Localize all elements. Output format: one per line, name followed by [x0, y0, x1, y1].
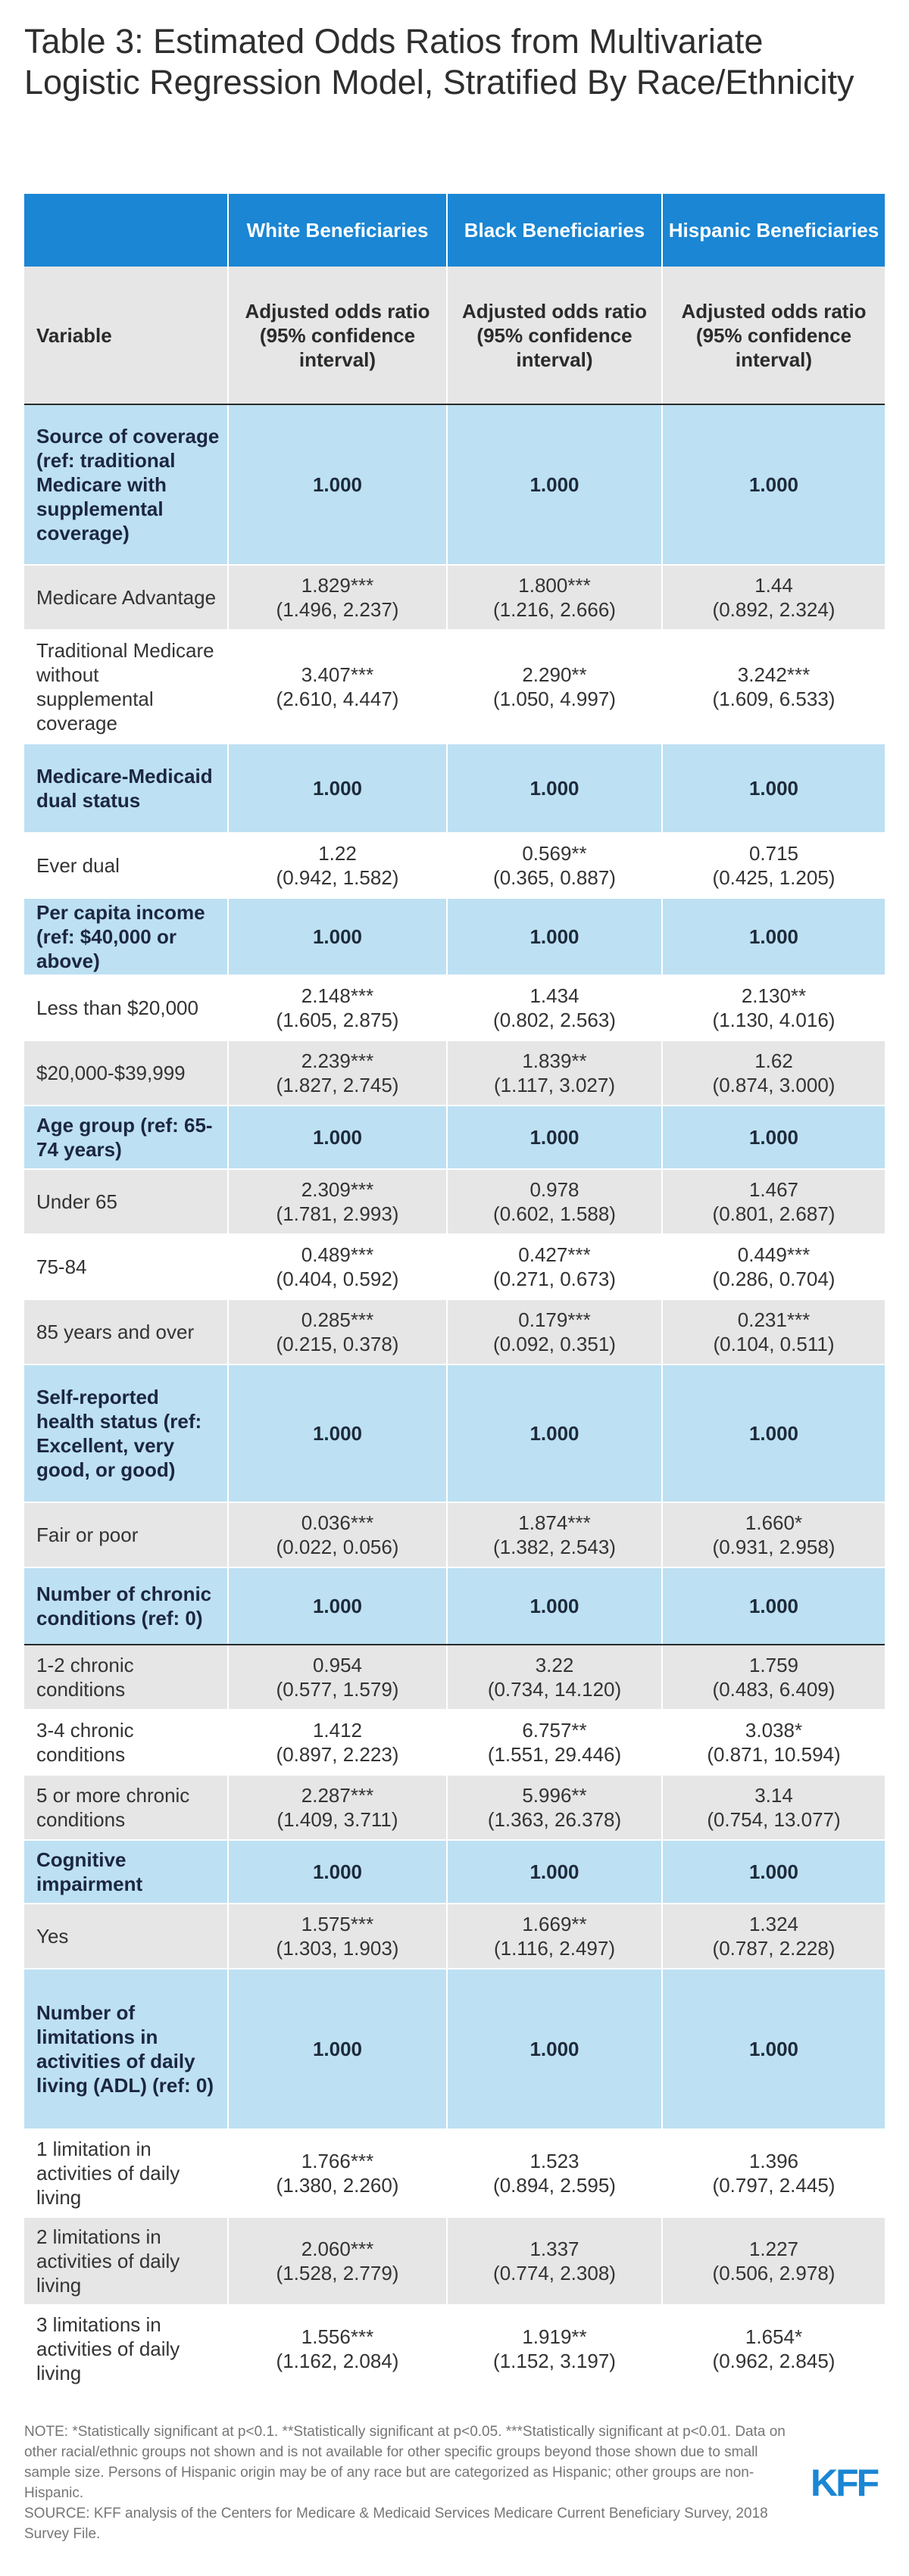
category-row	[24, 1840, 885, 1904]
hispanic-value-cell	[662, 898, 885, 975]
hispanic-odds-ratio: 1.000	[748, 1422, 799, 1445]
black-confidence-interval: (1.551, 29.446)	[487, 1743, 622, 1766]
hispanic-beneficiaries-header: Hispanic Beneficiaries	[662, 194, 885, 267]
hispanic-odds-ratio: 1.660*	[745, 1511, 803, 1534]
black-odds-ratio: 0.569**	[522, 842, 587, 865]
black-odds-ratio: 1.000	[529, 473, 579, 496]
white-odds-ratio: 1.829***	[301, 574, 374, 597]
row-variable-label: Per capita income (ref: $40,000 or above)	[24, 898, 228, 975]
black-value-cell	[447, 1169, 662, 1234]
hispanic-odds-ratio: 1.000	[748, 1595, 799, 1617]
table-row	[24, 1710, 885, 1775]
white-odds-ratio: 1.556***	[301, 2325, 374, 2348]
black-confidence-interval: (0.271, 0.673)	[493, 1268, 616, 1290]
black-value-cell	[447, 1969, 662, 2129]
row-variable-label: $20,000-$39,999	[24, 1040, 228, 1106]
black-odds-ratio: 1.000	[529, 1126, 579, 1149]
black-odds-ratio: 1.000	[529, 1860, 579, 1883]
white-odds-ratio: 2.239***	[301, 1049, 374, 1072]
row-variable-label: Number of chronic conditions (ref: 0)	[24, 1567, 228, 1645]
category-row	[24, 1106, 885, 1169]
table-row	[24, 2129, 885, 2217]
white-or-ci-header: Adjusted odds ratio (95% confidence interval)	[228, 267, 447, 404]
white-confidence-interval: (1.496, 2.237)	[276, 598, 399, 621]
white-confidence-interval: (1.380, 2.260)	[276, 2174, 399, 2197]
hispanic-confidence-interval: (0.286, 0.704)	[712, 1268, 836, 1290]
black-odds-ratio: 1.434	[529, 984, 579, 1007]
white-value-cell	[228, 2305, 447, 2393]
white-value-cell	[228, 1364, 447, 1502]
empty-header-cell	[24, 194, 228, 267]
hispanic-odds-ratio: 1.324	[748, 1913, 799, 1935]
row-variable-label: Cognitive impairment	[24, 1840, 228, 1904]
category-row	[24, 1969, 885, 2129]
row-variable-label: Fair or poor	[24, 1502, 228, 1567]
hispanic-value-cell	[662, 404, 885, 565]
hispanic-odds-ratio: 1.227	[748, 2238, 799, 2260]
white-value-cell	[228, 2217, 447, 2305]
white-odds-ratio: 1.000	[312, 1126, 363, 1149]
hispanic-odds-ratio: 1.44	[754, 574, 793, 597]
black-odds-ratio: 1.839**	[522, 1049, 587, 1072]
black-value-cell	[447, 1364, 662, 1502]
white-odds-ratio: 1.000	[312, 1595, 363, 1617]
white-odds-ratio: 3.407***	[301, 663, 374, 686]
black-value-cell	[447, 833, 662, 898]
white-odds-ratio: 2.287***	[301, 1784, 374, 1807]
white-value-cell	[228, 1169, 447, 1234]
row-variable-label: Self-reported health status (ref: Excellent, very good, or good)	[24, 1364, 228, 1502]
row-variable-label: Ever dual	[24, 833, 228, 898]
white-odds-ratio: 1.766***	[301, 2150, 374, 2172]
white-odds-ratio: 1.000	[312, 473, 363, 496]
black-odds-ratio: 6.757**	[522, 1719, 587, 1742]
black-odds-ratio: 5.996**	[522, 1784, 587, 1807]
black-confidence-interval: (0.894, 2.595)	[493, 2174, 616, 2197]
table-row	[24, 1169, 885, 1234]
category-row	[24, 404, 885, 565]
white-value-cell	[228, 1234, 447, 1299]
hispanic-confidence-interval: (0.483, 6.409)	[712, 1678, 836, 1701]
hispanic-odds-ratio: 1.000	[748, 925, 799, 948]
black-odds-ratio: 0.427***	[518, 1243, 591, 1266]
black-value-cell	[447, 1234, 662, 1299]
black-value-cell	[447, 1106, 662, 1169]
white-confidence-interval: (2.610, 4.447)	[276, 688, 399, 710]
table-row	[24, 630, 885, 744]
hispanic-odds-ratio: 2.130**	[741, 984, 807, 1007]
row-variable-label: 2 limitations in activities of daily living	[24, 2217, 228, 2305]
hispanic-odds-ratio: 3.038*	[745, 1719, 803, 1742]
white-value-cell	[228, 1040, 447, 1106]
white-value-cell	[228, 1567, 447, 1645]
hispanic-odds-ratio: 0.231***	[737, 1308, 811, 1331]
odds-ratio-table	[24, 194, 885, 2394]
hispanic-value-cell	[662, 833, 885, 898]
black-odds-ratio: 1.874***	[518, 1511, 591, 1534]
hispanic-odds-ratio: 1.62	[754, 1049, 793, 1072]
hispanic-odds-ratio: 1.000	[748, 2038, 799, 2060]
black-confidence-interval: (0.365, 0.887)	[493, 866, 616, 889]
white-odds-ratio: 1.000	[312, 777, 363, 800]
black-confidence-interval: (0.602, 1.588)	[493, 1202, 616, 1225]
category-row	[24, 1567, 885, 1645]
white-value-cell	[228, 1969, 447, 2129]
black-odds-ratio: 1.000	[529, 1595, 579, 1617]
hispanic-value-cell	[662, 1299, 885, 1364]
white-odds-ratio: 1.000	[312, 1860, 363, 1883]
white-odds-ratio: 0.036***	[301, 1511, 374, 1534]
white-value-cell	[228, 975, 447, 1040]
table-body	[24, 404, 885, 2393]
white-value-cell	[228, 744, 447, 833]
row-variable-label: Under 65	[24, 1169, 228, 1234]
black-confidence-interval: (0.774, 2.308)	[493, 2262, 616, 2284]
hispanic-odds-ratio: 1.396	[748, 2150, 799, 2172]
row-variable-label: Number of limitations in activities of daily living (ADL) (ref: 0)	[24, 1969, 228, 2129]
white-confidence-interval: (0.897, 2.223)	[276, 1743, 399, 1766]
hispanic-or-ci-header: Adjusted odds ratio (95% confidence interval)	[662, 267, 885, 404]
subheader-row	[24, 267, 885, 404]
white-odds-ratio: 1.412	[312, 1719, 363, 1742]
row-variable-label: 1-2 chronic conditions	[24, 1645, 228, 1710]
hispanic-value-cell	[662, 1364, 885, 1502]
category-row	[24, 1364, 885, 1502]
hispanic-value-cell	[662, 630, 885, 744]
white-value-cell	[228, 1645, 447, 1710]
black-odds-ratio: 1.000	[529, 2038, 579, 2060]
footnote-source: SOURCE: KFF analysis of the Centers for Medicare & Medicaid Services Medicare Current Beneficiary Survey, 2018 Survey File.	[24, 2506, 768, 2542]
black-odds-ratio: 1.000	[529, 777, 579, 800]
black-beneficiaries-header: Black Beneficiaries	[447, 194, 662, 267]
black-value-cell	[447, 975, 662, 1040]
row-variable-label: 5 or more chronic conditions	[24, 1775, 228, 1840]
kff-logo: KFF	[811, 2462, 878, 2504]
white-value-cell	[228, 1106, 447, 1169]
hispanic-odds-ratio: 0.449***	[737, 1243, 811, 1266]
black-value-cell	[447, 1710, 662, 1775]
hispanic-confidence-interval: (0.425, 1.205)	[712, 866, 836, 889]
row-variable-label: 85 years and over	[24, 1299, 228, 1364]
table-row	[24, 1234, 885, 1299]
hispanic-odds-ratio: 1.759	[748, 1654, 799, 1676]
black-or-ci-header: Adjusted odds ratio (95% confidence interval)	[447, 267, 662, 404]
group-header-row	[24, 194, 885, 267]
table-row	[24, 1502, 885, 1567]
white-confidence-interval: (0.942, 1.582)	[276, 866, 399, 889]
row-variable-label: Medicare-Medicaid dual status	[24, 744, 228, 833]
white-odds-ratio: 2.148***	[301, 984, 374, 1007]
black-odds-ratio: 1.919**	[522, 2325, 587, 2348]
black-confidence-interval: (1.152, 3.197)	[493, 2350, 616, 2372]
table-row	[24, 1904, 885, 1969]
white-value-cell	[228, 1502, 447, 1567]
hispanic-confidence-interval: (1.609, 6.533)	[712, 688, 836, 710]
row-variable-label: 75-84	[24, 1234, 228, 1299]
row-variable-label: Traditional Medicare without supplemental coverage	[24, 630, 228, 744]
black-confidence-interval: (0.734, 14.120)	[487, 1678, 622, 1701]
hispanic-confidence-interval: (0.874, 3.000)	[712, 1074, 836, 1096]
table-row	[24, 1040, 885, 1106]
black-confidence-interval: (1.216, 2.666)	[493, 598, 616, 621]
hispanic-confidence-interval: (0.801, 2.687)	[712, 1202, 836, 1225]
hispanic-value-cell	[662, 1106, 885, 1169]
table-row	[24, 833, 885, 898]
hispanic-odds-ratio: 1.000	[748, 1126, 799, 1149]
black-value-cell	[447, 898, 662, 975]
hispanic-value-cell	[662, 1234, 885, 1299]
row-variable-label: Less than $20,000	[24, 975, 228, 1040]
table-row	[24, 565, 885, 630]
black-confidence-interval: (1.050, 4.997)	[493, 688, 616, 710]
hispanic-value-cell	[662, 2305, 885, 2393]
hispanic-value-cell	[662, 744, 885, 833]
black-value-cell	[447, 1502, 662, 1567]
hispanic-value-cell	[662, 2129, 885, 2217]
table-row	[24, 2305, 885, 2393]
white-odds-ratio: 1.000	[312, 925, 363, 948]
black-odds-ratio: 1.000	[529, 925, 579, 948]
table-row	[24, 1775, 885, 1840]
black-value-cell	[447, 2305, 662, 2393]
white-confidence-interval: (0.215, 0.378)	[276, 1333, 399, 1355]
black-odds-ratio: 0.179***	[518, 1308, 591, 1331]
white-value-cell	[228, 1840, 447, 1904]
black-value-cell	[447, 1299, 662, 1364]
white-confidence-interval: (1.409, 3.711)	[276, 1808, 398, 1831]
category-row	[24, 744, 885, 833]
white-odds-ratio: 1.000	[312, 1422, 363, 1445]
white-value-cell	[228, 898, 447, 975]
white-confidence-interval: (1.528, 2.779)	[276, 2262, 399, 2284]
hispanic-confidence-interval: (0.892, 2.324)	[712, 598, 836, 621]
page-title: Table 3: Estimated Odds Ratios from Multivariate Logistic Regression Model, Stratified By Race/Ethnicity	[24, 22, 854, 101]
white-confidence-interval: (0.022, 0.056)	[276, 1536, 399, 1558]
hispanic-value-cell	[662, 1502, 885, 1567]
black-confidence-interval: (0.092, 0.351)	[493, 1333, 616, 1355]
white-beneficiaries-header: White Beneficiaries	[228, 194, 447, 267]
black-value-cell	[447, 744, 662, 833]
black-value-cell	[447, 404, 662, 565]
white-confidence-interval: (1.303, 1.903)	[276, 1937, 399, 1960]
black-confidence-interval: (1.382, 2.543)	[493, 1536, 616, 1558]
hispanic-value-cell	[662, 565, 885, 630]
hispanic-value-cell	[662, 1775, 885, 1840]
white-odds-ratio: 1.000	[312, 2038, 363, 2060]
white-odds-ratio: 1.575***	[301, 1913, 374, 1935]
row-variable-label: Age group (ref: 65-74 years)	[24, 1106, 228, 1169]
white-odds-ratio: 0.489***	[301, 1243, 374, 1266]
row-variable-label: Medicare Advantage	[24, 565, 228, 630]
hispanic-confidence-interval: (0.787, 2.228)	[712, 1937, 836, 1960]
black-odds-ratio: 1.800***	[518, 574, 591, 597]
white-odds-ratio: 0.285***	[301, 1308, 374, 1331]
table-row	[24, 1299, 885, 1364]
footnote-note: NOTE: *Statistically significant at p<0.1. **Statistically significant at p<0.05. ***Statistically significant at p<0.01. Data on other racial/ethnic groups not shown and is not available for other specific groups beyond those shown due to small sample size. Persons of Hispanic origin may be of any race but are categorized as Hispanic; other groups are non-Hispanic.	[24, 2424, 786, 2501]
row-variable-label: Yes	[24, 1904, 228, 1969]
hispanic-odds-ratio: 1.467	[748, 1178, 799, 1201]
hispanic-odds-ratio: 3.242***	[737, 663, 811, 686]
row-variable-label: 3-4 chronic conditions	[24, 1710, 228, 1775]
hispanic-odds-ratio: 1.000	[748, 473, 799, 496]
white-value-cell	[228, 1710, 447, 1775]
black-confidence-interval: (1.363, 26.378)	[487, 1808, 622, 1831]
white-value-cell	[228, 833, 447, 898]
hispanic-value-cell	[662, 1040, 885, 1106]
black-value-cell	[447, 1775, 662, 1840]
white-value-cell	[228, 2129, 447, 2217]
footnotes	[24, 2422, 789, 2544]
hispanic-confidence-interval: (0.871, 10.594)	[707, 1743, 841, 1766]
black-value-cell	[447, 630, 662, 744]
hispanic-confidence-interval: (0.754, 13.077)	[707, 1808, 841, 1831]
table-row	[24, 975, 885, 1040]
hispanic-odds-ratio: 1.654*	[745, 2325, 803, 2348]
black-confidence-interval: (1.117, 3.027)	[494, 1074, 615, 1096]
hispanic-odds-ratio: 3.14	[754, 1784, 793, 1807]
white-odds-ratio: 2.309***	[301, 1178, 374, 1201]
white-value-cell	[228, 630, 447, 744]
black-confidence-interval: (1.116, 2.497)	[494, 1937, 615, 1960]
black-confidence-interval: (0.802, 2.563)	[493, 1009, 616, 1031]
variable-header: Variable	[24, 267, 228, 404]
black-odds-ratio: 2.290**	[522, 663, 587, 686]
black-odds-ratio: 3.22	[535, 1654, 574, 1676]
hispanic-odds-ratio: 1.000	[748, 777, 799, 800]
white-value-cell	[228, 404, 447, 565]
hispanic-confidence-interval: (0.104, 0.511)	[713, 1333, 835, 1355]
category-row	[24, 898, 885, 975]
hispanic-value-cell	[662, 2217, 885, 2305]
black-value-cell	[447, 1040, 662, 1106]
hispanic-odds-ratio: 1.000	[748, 1860, 799, 1883]
hispanic-value-cell	[662, 1169, 885, 1234]
hispanic-value-cell	[662, 1645, 885, 1710]
hispanic-confidence-interval: (0.931, 2.958)	[712, 1536, 836, 1558]
black-odds-ratio: 1.669**	[522, 1913, 587, 1935]
row-variable-label: 1 limitation in activities of daily living	[24, 2129, 228, 2217]
black-value-cell	[447, 1840, 662, 1904]
black-value-cell	[447, 1904, 662, 1969]
hispanic-value-cell	[662, 1710, 885, 1775]
hispanic-value-cell	[662, 1567, 885, 1645]
hispanic-value-cell	[662, 1904, 885, 1969]
white-value-cell	[228, 1904, 447, 1969]
hispanic-confidence-interval: (1.130, 4.016)	[712, 1009, 836, 1031]
black-value-cell	[447, 1645, 662, 1710]
black-odds-ratio: 1.523	[529, 2150, 579, 2172]
white-confidence-interval: (0.577, 1.579)	[276, 1678, 399, 1701]
black-odds-ratio: 1.000	[529, 1422, 579, 1445]
black-value-cell	[447, 1567, 662, 1645]
white-confidence-interval: (0.404, 0.592)	[276, 1268, 399, 1290]
white-odds-ratio: 1.22	[318, 842, 357, 865]
white-confidence-interval: (1.162, 2.084)	[276, 2350, 399, 2372]
hispanic-value-cell	[662, 975, 885, 1040]
table-row	[24, 1645, 885, 1710]
black-value-cell	[447, 2129, 662, 2217]
white-value-cell	[228, 1299, 447, 1364]
black-odds-ratio: 0.978	[529, 1178, 579, 1201]
white-confidence-interval: (1.827, 2.745)	[276, 1074, 399, 1096]
white-odds-ratio: 0.954	[312, 1654, 363, 1676]
black-value-cell	[447, 2217, 662, 2305]
row-variable-label: Source of coverage (ref: traditional Medicare with supplemental coverage)	[24, 404, 228, 565]
white-confidence-interval: (1.605, 2.875)	[276, 1009, 399, 1031]
hispanic-confidence-interval: (0.962, 2.845)	[712, 2350, 836, 2372]
table-row	[24, 2217, 885, 2305]
white-value-cell	[228, 1775, 447, 1840]
hispanic-confidence-interval: (0.506, 2.978)	[712, 2262, 836, 2284]
row-variable-label: 3 limitations in activities of daily living	[24, 2305, 228, 2393]
hispanic-value-cell	[662, 1969, 885, 2129]
black-value-cell	[447, 565, 662, 630]
hispanic-value-cell	[662, 1840, 885, 1904]
white-confidence-interval: (1.781, 2.993)	[276, 1202, 399, 1225]
white-odds-ratio: 2.060***	[301, 2238, 374, 2260]
white-value-cell	[228, 565, 447, 630]
black-odds-ratio: 1.337	[529, 2238, 579, 2260]
hispanic-odds-ratio: 0.715	[748, 842, 799, 865]
hispanic-confidence-interval: (0.797, 2.445)	[712, 2174, 836, 2197]
